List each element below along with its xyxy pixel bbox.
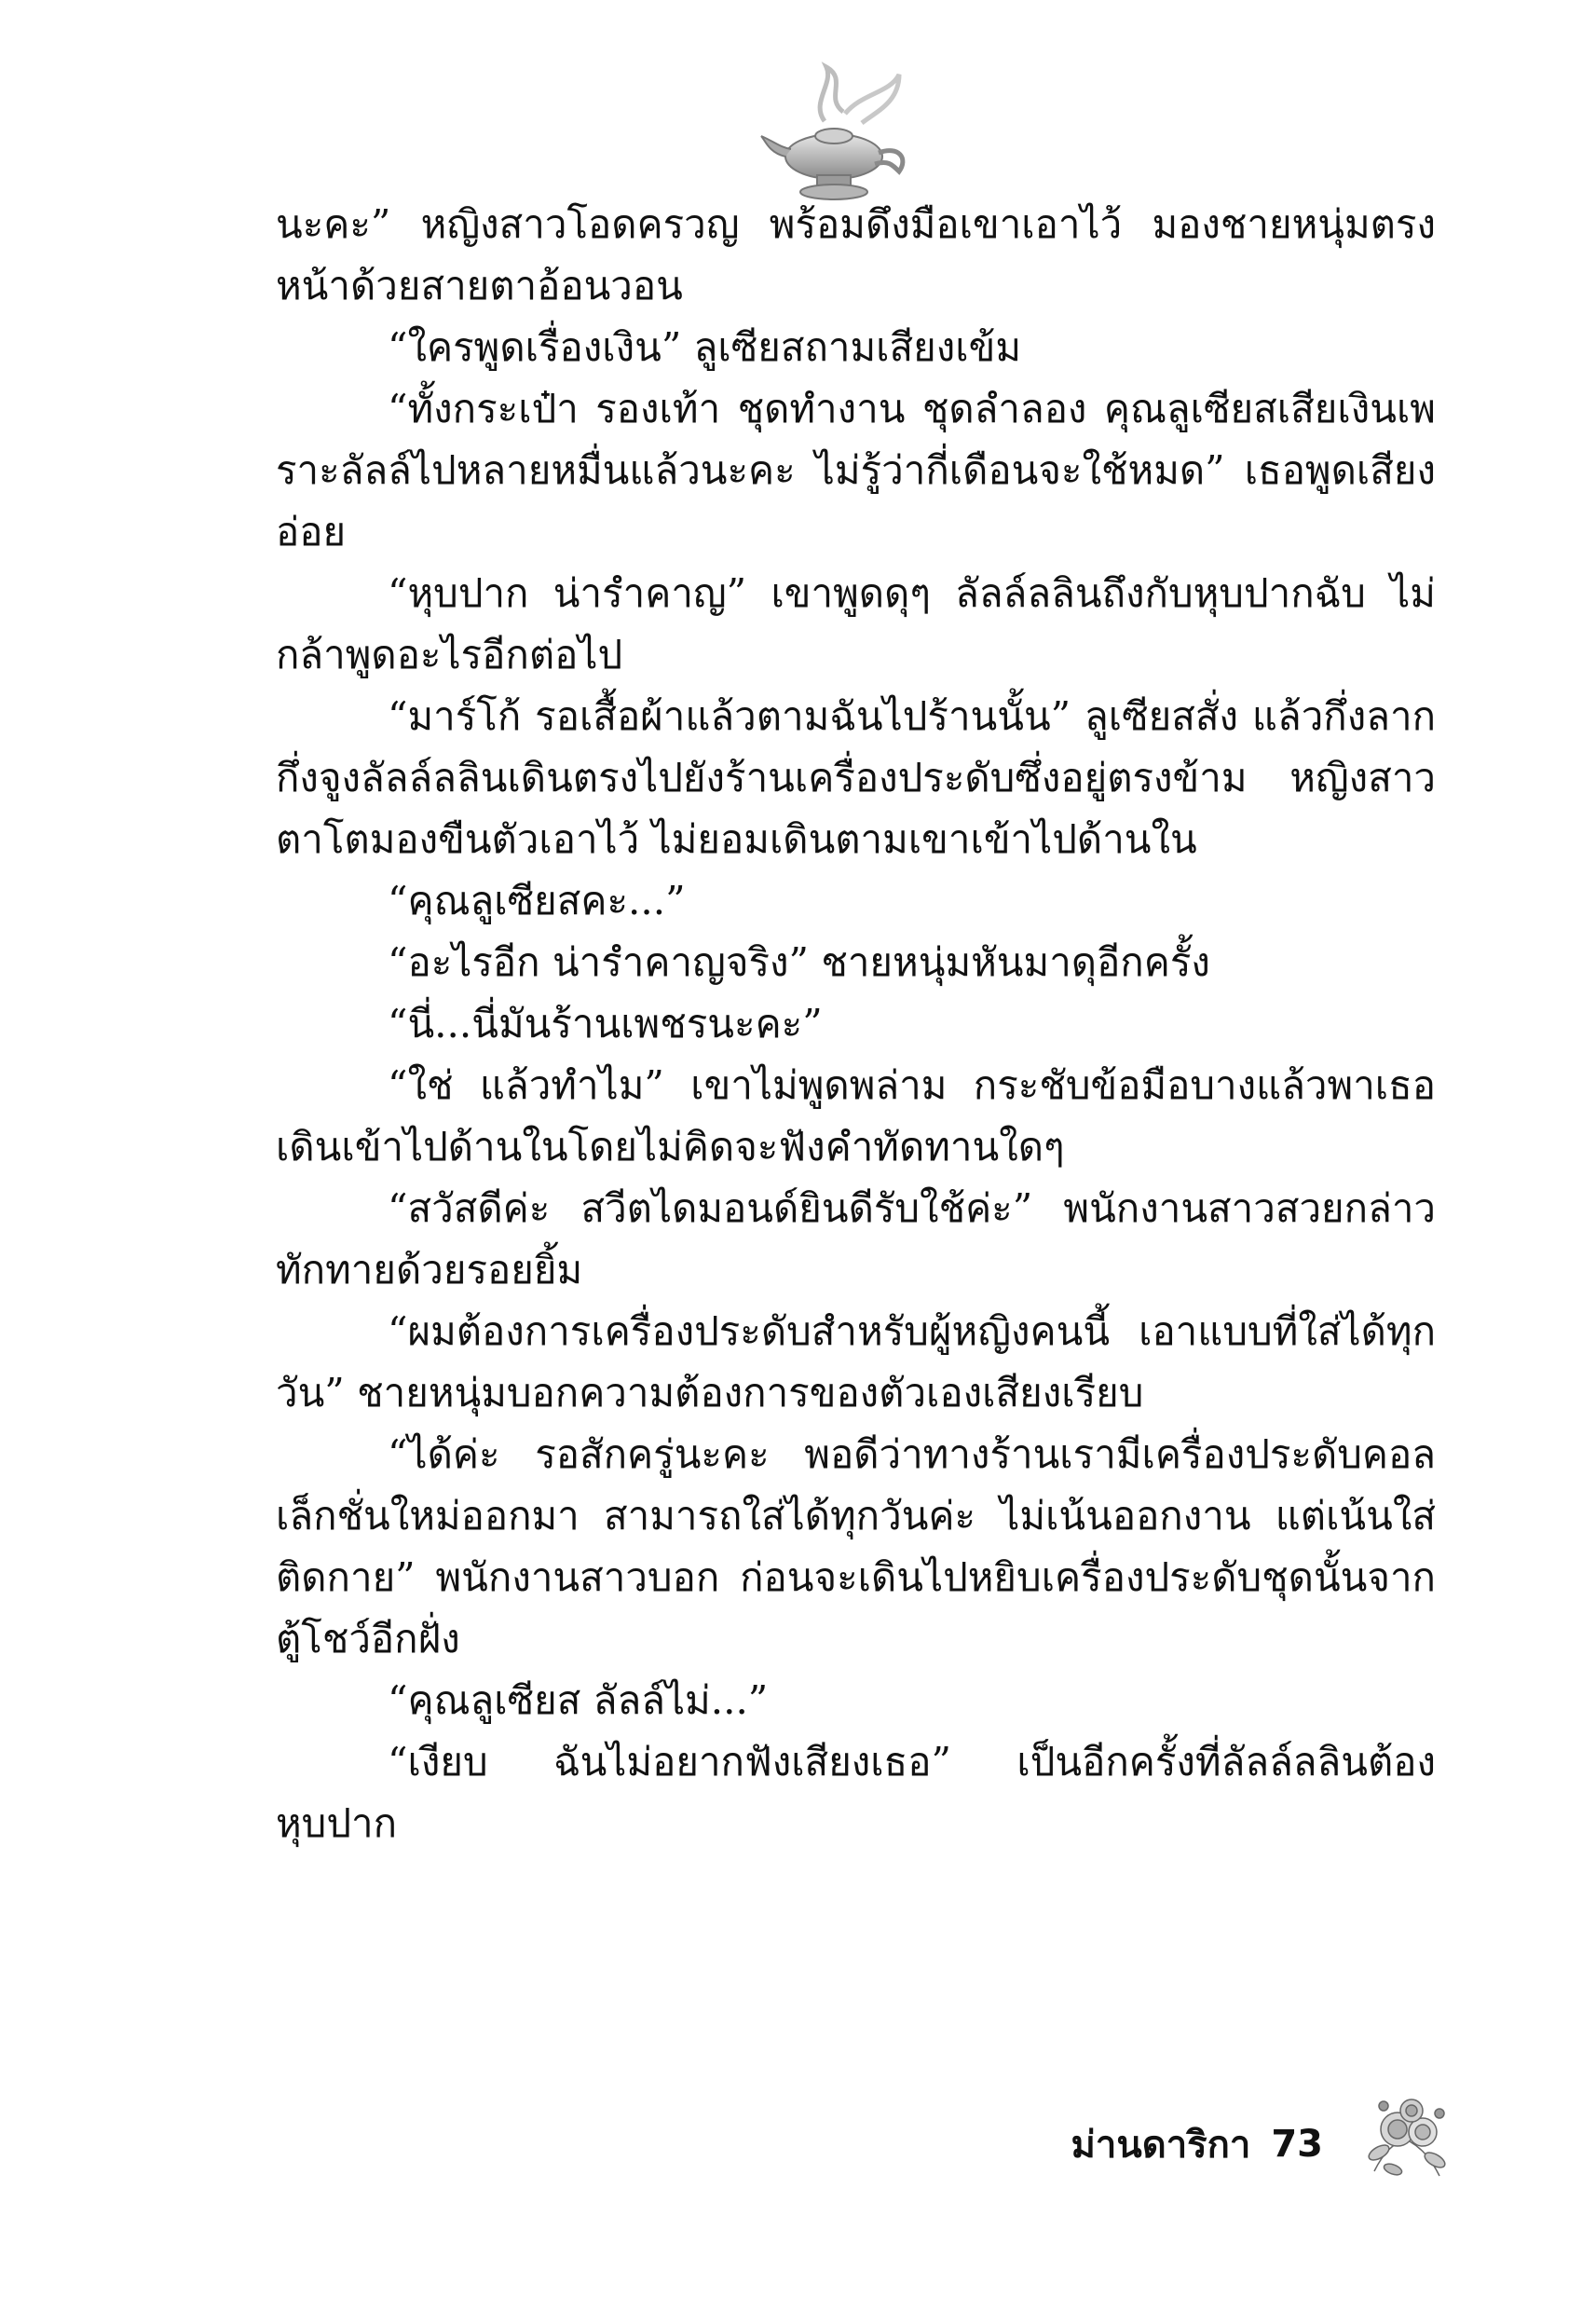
paragraph: “ผมต้องการเครื่องประดับสำหรับผู้หญิงคนนี้ เอาแบบที่ใส่ได้ทุกวัน” ชายหนุ่มบอกความต้องการของตัวเองเสียงเรียบ bbox=[276, 1308, 1436, 1415]
paragraph: “หุบปาก น่ารำคาญ” เขาพูดดุๆ ลัลล์ลลินถึงกับหุบปากฉับ ไม่กล้าพูดอะไรอีกต่อไป bbox=[276, 570, 1436, 677]
story-body bbox=[276, 194, 1436, 1854]
paragraph: “สวัสดีค่ะ สวีตไดมอนด์ยินดีรับใช้ค่ะ” พนักงานสาวสวยกล่าวทักทายด้วยรอยยิ้ม bbox=[276, 1185, 1436, 1292]
paragraph: “อะไรอีก น่ารำคาญจริง” ชายหนุ่มหันมาดุอีกครั้ง bbox=[388, 939, 1210, 985]
page-footer bbox=[1025, 2112, 1323, 2177]
page-number: 73 bbox=[1271, 2123, 1323, 2166]
paragraph: นะคะ” หญิงสาวโอดครวญ พร้อมดึงมือเขาเอาไว้ มองชายหนุ่มตรงหน้าด้วยสายตาอ้อนวอน bbox=[276, 201, 1436, 308]
paragraph: “ทั้งกระเป๋า รองเท้า ชุดทำงาน ชุดลำลอง คุณลูเซียสเสียเงินเพราะลัลล์ไปหลายหมื่นแล้วนะคะ ไม่รู้ว่ากี่เดือนจะใช้หมด” เธอพูดเสียงอ่อย bbox=[276, 386, 1436, 554]
rose-bouquet-icon bbox=[1356, 2087, 1458, 2190]
paragraph: “ใช่ แล้วทำไม” เขาไม่พูดพล่าม กระชับข้อมือบางแล้วพาเธอเดินเข้าไปด้านในโดยไม่คิดจะฟังคำทัดทานใดๆ bbox=[276, 1062, 1436, 1169]
paragraph: “ได้ค่ะ รอสักครู่นะคะ พอดีว่าทางร้านเรามีเครื่องประดับคอลเล็กชั่นใหม่ออกมา สามารถใส่ได้ทุกวันค่ะ ไม่เน้นออกงาน แต่เน้นใส่ติดกาย” พนักงานสาวบอก ก่อนจะเดินไปหยิบเครื่องประดับชุดนั้นจากตู้โชว์อีกฝั่ง bbox=[276, 1431, 1436, 1661]
paragraph: “ใครพูดเรื่องเงิน” ลูเซียสถามเสียงเข้ม bbox=[388, 324, 1022, 370]
paragraph: “เงียบ ฉันไม่อยากฟังเสียงเธอ” เป็นอีกครั้งที่ลัลล์ลลินต้องหุบปาก bbox=[276, 1739, 1436, 1846]
paragraph: “นี่...นี่มันร้านเพชรนะคะ” bbox=[388, 1001, 823, 1046]
book-title: ม่านดาริกา bbox=[1071, 2124, 1251, 2167]
paragraph: “คุณลูเซียสคะ...” bbox=[388, 878, 686, 923]
paragraph: “คุณลูเซียส ลัลล์ไม่...” bbox=[388, 1677, 769, 1723]
paragraph: “มาร์โก้ รอเสื้อผ้าแล้วตามฉันไปร้านนั้น” ลูเซียสสั่ง แล้วกึ่งลากกึ่งจูงลัลล์ลลินเดินตรงไปยังร้านเครื่องประดับซึ่งอยู่ตรงข้าม หญิงสาวตาโตมองขืนตัวเอาไว้ ไม่ยอมเดินตามเขาเข้าไปด้านใน bbox=[276, 693, 1436, 862]
genie-lamp-icon bbox=[759, 56, 922, 210]
